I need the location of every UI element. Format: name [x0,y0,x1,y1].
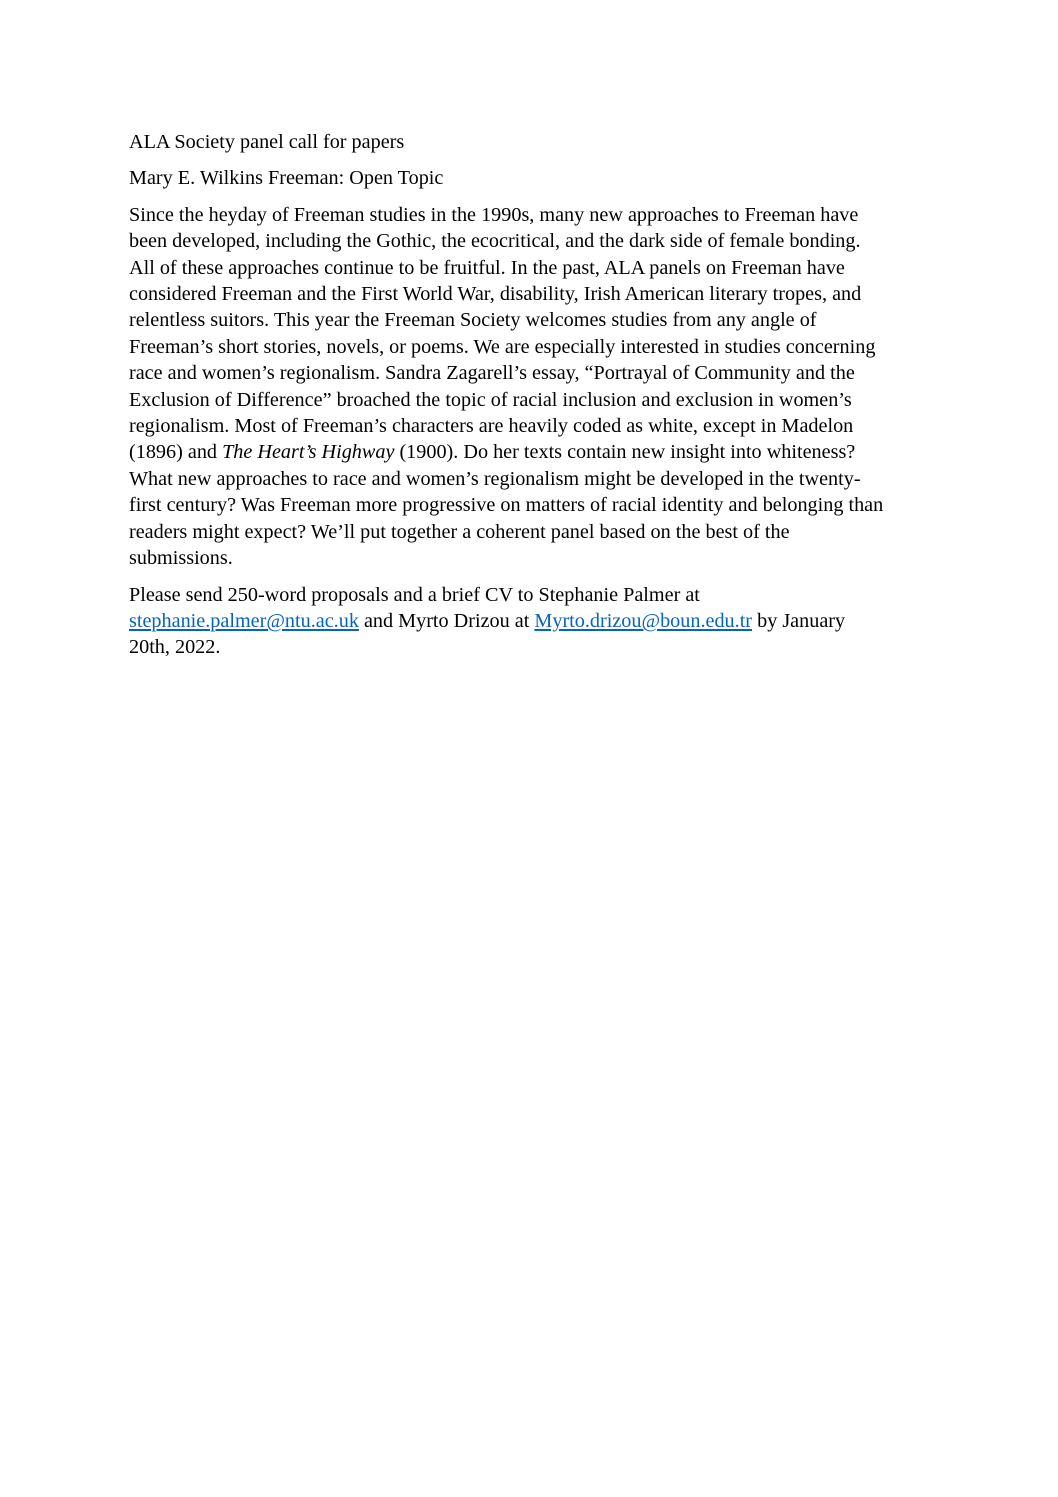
body-line: (1896) and The Heart’s Highway (1900). Do her texts contain new insight into whiteness? [129,441,856,464]
body-line: considered Freeman and the First World War, disability, Irish American literary tropes, and [129,283,862,306]
body-line: first century? Was Freeman more progressive on matters of racial identity and belonging than [129,494,884,517]
body-paragraph [129,202,934,572]
document-content [129,129,934,671]
body-line: Freeman’s short stories, novels, or poems. We are especially interested in studies concerning [129,335,876,358]
email-link-drizou[interactable]: Myrto.drizou@boun.edu.tr [534,609,753,632]
body-line: Exclusion of Difference” broached the topic of racial inclusion and exclusion in women’s [129,388,852,411]
closing-line: 20th, 2022. [129,636,221,659]
body-line: readers might expect? We’ll put together a coherent panel based on the best of the [129,520,790,543]
body-line: Since the heyday of Freeman studies in the 1990s, many new approaches to Freeman have [129,203,859,226]
closing-line: Please send 250-word proposals and a brief CV to Stephanie Palmer at [129,583,700,606]
closing-line: stephanie.palmer@ntu.ac.uk and Myrto Drizou at Myrto.drizou@boun.edu.tr by January [129,609,846,632]
email-link-palmer[interactable]: stephanie.palmer@ntu.ac.uk [129,609,359,632]
body-line: submissions. [129,547,233,570]
body-line: All of these approaches continue to be fruitful. In the past, ALA panels on Freeman have [129,256,845,279]
body-line: relentless suitors. This year the Freeman Society welcomes studies from any angle of [129,309,817,332]
body-line: regionalism. Most of Freeman’s characters are heavily coded as white, except in Madelon [129,415,854,438]
body-line: race and women’s regionalism. Sandra Zagarell’s essay, “Portrayal of Community and the [129,362,855,385]
body-line: What new approaches to race and women’s regionalism might be developed in the twenty- [129,467,861,490]
closing-paragraph [129,582,934,661]
body-line: been developed, including the Gothic, the ecocritical, and the dark side of female bonding. [129,230,861,253]
document-subheading: Mary E. Wilkins Freeman: Open Topic [129,167,444,190]
book-title: The Heart’s Highway [222,441,395,464]
document-heading: ALA Society panel call for papers [129,131,405,153]
